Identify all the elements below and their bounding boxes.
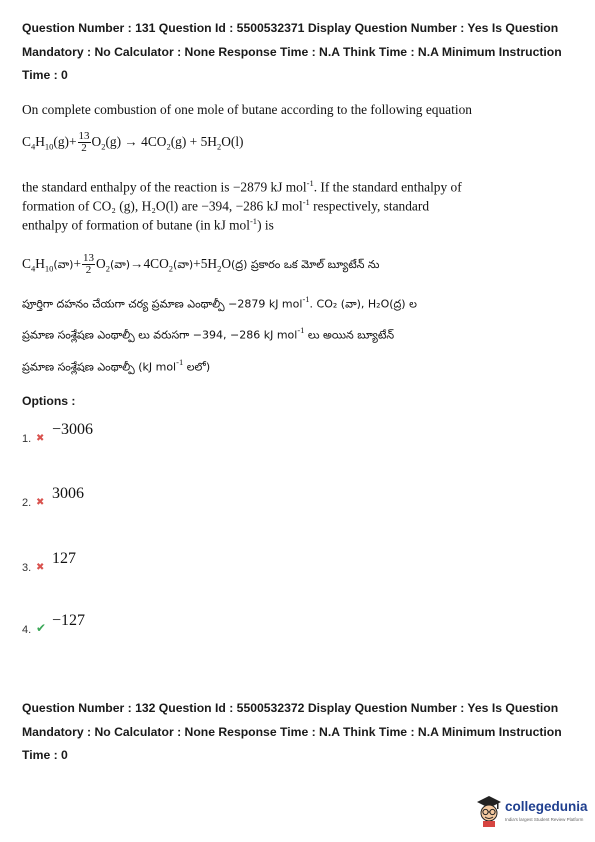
- question-132-meta: [22, 697, 578, 768]
- meta-line-2: Mandatory : No Calculator : None Response Time : N.A Think Time : N.A Minimum Instruction: [22, 724, 562, 739]
- option-value: −3006: [52, 421, 94, 438]
- meta-line-3: Time : 0: [22, 68, 68, 82]
- fraction-13-2: $\frac{13}{2}$: [78, 130, 90, 155]
- question-body-line-2: formation of CO₂ (g), H₂O(l) are −394, −286 kJ mol$^{-1}$ respectively, standard: [22, 197, 430, 214]
- question-body-line-1: the standard enthalpy of the reaction is −2879 kJ mol$^{-1}$. If the standard enthalpy of: [22, 178, 462, 195]
- option-1[interactable]: [22, 421, 142, 445]
- wrong-cross-icon: ✖: [36, 497, 45, 508]
- wrong-cross-icon: ✖: [36, 562, 45, 573]
- option-number: 2.: [22, 497, 32, 509]
- question-intro: On complete combustion of one mole of butane according to the following equation: [22, 102, 472, 117]
- graduate-mascot-icon: [475, 793, 503, 827]
- logo-wordmark: collegedunia: [505, 799, 588, 814]
- meta-line-1: Question Number : 131 Question Id : 5500532371 Display Question Number : Yes Is Question: [22, 21, 559, 35]
- question-131-meta: [22, 17, 578, 88]
- option-value: 3006: [52, 485, 84, 502]
- fraction-13-2-telugu: $\frac{13}{2}$: [83, 252, 95, 277]
- option-number: 1.: [22, 433, 32, 445]
- logo-tagline: India's largest Student Review Platform: [505, 817, 584, 822]
- wrong-cross-icon: ✖: [36, 433, 45, 444]
- option-4[interactable]: [22, 612, 142, 636]
- telugu-line-1: పూర్తిగా దహనం చేయగా చర్య ప్రమాణ ఎంథాల్పీ −2879 kJ mol$^{-1}$. CO₂ (వా), H₂O(ద్ర) ల: [22, 294, 417, 311]
- option-2[interactable]: [22, 485, 142, 509]
- option-value: 127: [52, 550, 76, 567]
- option-3[interactable]: [22, 550, 142, 574]
- telugu-line-3: ప్రమాణ సంశ్లేషణ ఎంథాల్పీ (kJ mol$^{-1}$ లలో): [22, 357, 211, 374]
- telugu-line-2: ప్రమాణ సంశ్లేషణ ఎంథాల్పీ లు వరుసగా −394, −286 kJ mol$^{-1}$ లు అయిన బ్యూటేన్: [22, 325, 395, 342]
- option-number: 3.: [22, 562, 32, 574]
- telugu-equation: $C_4H_{10}(వా)+$ $\frac{13}{2}$ $O_2(వా)\to 4CO_2(వా)+5H_2O(ద్ర)$ ప్రకారం ఒక మోల్ బ్యూటేన్ ను: [22, 252, 380, 277]
- collegedunia-logo: [475, 791, 590, 831]
- option-number: 4.: [22, 624, 32, 636]
- question-body-line-3: enthalpy of formation of butane (in kJ mol$^{-1}$) is: [22, 216, 274, 233]
- correct-check-icon: ✔: [36, 621, 47, 635]
- meta-line-2: Mandatory : No Calculator : None Response Time : N.A Think Time : N.A Minimum Instruction: [22, 44, 562, 59]
- option-value: −127: [52, 612, 86, 629]
- combustion-equation: $C_4H_{10}(g)+$ $\frac{13}{2}$ $O_2(g) \to 4CO_2(g) + 5H_2O(l)$: [22, 130, 244, 155]
- meta-line-1: Question Number : 132 Question Id : 5500532372 Display Question Number : Yes Is Question: [22, 701, 559, 715]
- options-label: Options :: [22, 394, 76, 408]
- meta-line-3: Time : 0: [22, 748, 68, 762]
